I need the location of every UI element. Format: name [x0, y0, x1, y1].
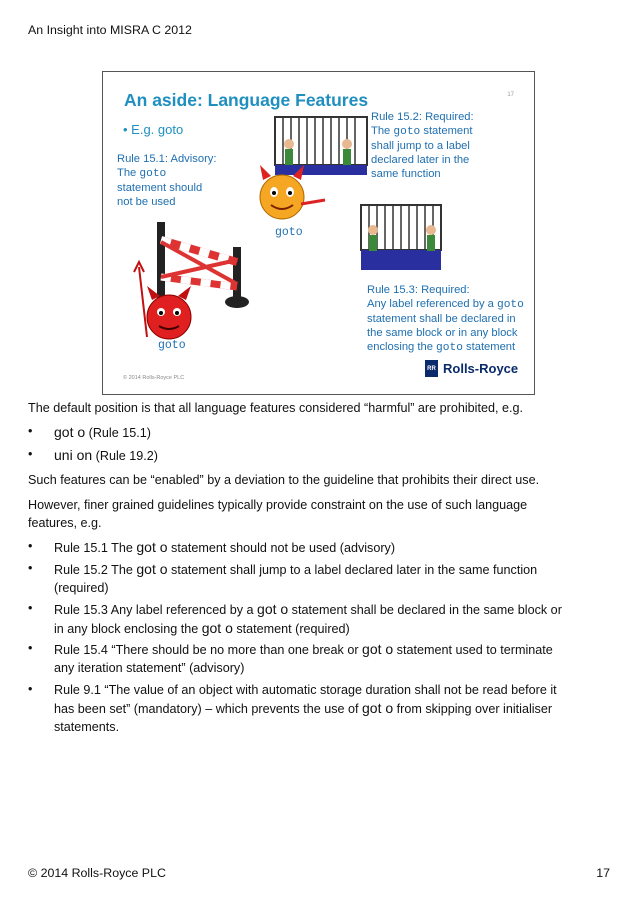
intro-paragraph: The default position is that all language features considered “harmful” are prohibited, e.g. [28, 401, 523, 415]
slide-figure [102, 71, 535, 395]
rule-item: Rule 15.1 The got o statement should not be used (advisory) [54, 539, 396, 555]
rolls-royce-logo: RR Rolls-Royce [425, 360, 518, 377]
rule-15-1-callout: Rule 15.1: Advisory: The goto statement should not be used [117, 153, 217, 208]
list-item: got o (Rule 15.1) [54, 424, 151, 440]
page-number: 17 [596, 866, 610, 880]
rule-item: Rule 15.4 “There should be no more than one break or got o statement used to terminate any iteration statement” (advisory) [54, 641, 553, 675]
rule-15-3-callout: Rule 15.3: Required: Any label referenced by a goto statement shall be declared in the same block or in any block enclosing the goto statement [367, 284, 524, 354]
rule-item: Rule 15.3 Any label referenced by a got o statement shall be declared in the same block or in any block enclosing the got o statement (required) [54, 601, 562, 636]
fence-top-icon [275, 117, 367, 175]
rule-item: Rule 15.2 The got o statement shall jump to a label declared later in the same function (required) [54, 561, 538, 595]
slide-copyright: © 2014 Rolls-Royce PLC [123, 375, 185, 381]
footer-copyright: © 2014 Rolls-Royce PLC [28, 866, 166, 880]
running-header: An Insight into MISRA C 2012 [28, 23, 192, 37]
goto-label-orange: goto [275, 226, 303, 239]
slide-title: An aside: Language Features [124, 90, 369, 110]
rule-item: Rule 9.1 “The value of an object with automatic storage duration shall not be read before it has been set” (mandatory) – which prevents the use of got o from skipping over initialiser statements. [54, 683, 557, 734]
finer-paragraph: However, finer grained guidelines typically provide constraint on the use of such language features, e.g. [28, 498, 528, 530]
enabled-paragraph: Such features can be “enabled” by a deviation to the guideline that prohibits their direct use. [28, 473, 540, 487]
fence-bottom-icon [361, 205, 441, 270]
rr-badge-icon: RR [425, 360, 438, 377]
list-item: uni on (Rule 19.2) [54, 447, 158, 463]
slide-number: 17 [507, 92, 514, 98]
slide-bullet: • E.g. goto [123, 122, 184, 137]
rule-15-2-callout: Rule 15.2: Required: The goto statement shall jump to a label declared later in the same function [371, 111, 474, 180]
goto-label-red: goto [158, 339, 186, 352]
